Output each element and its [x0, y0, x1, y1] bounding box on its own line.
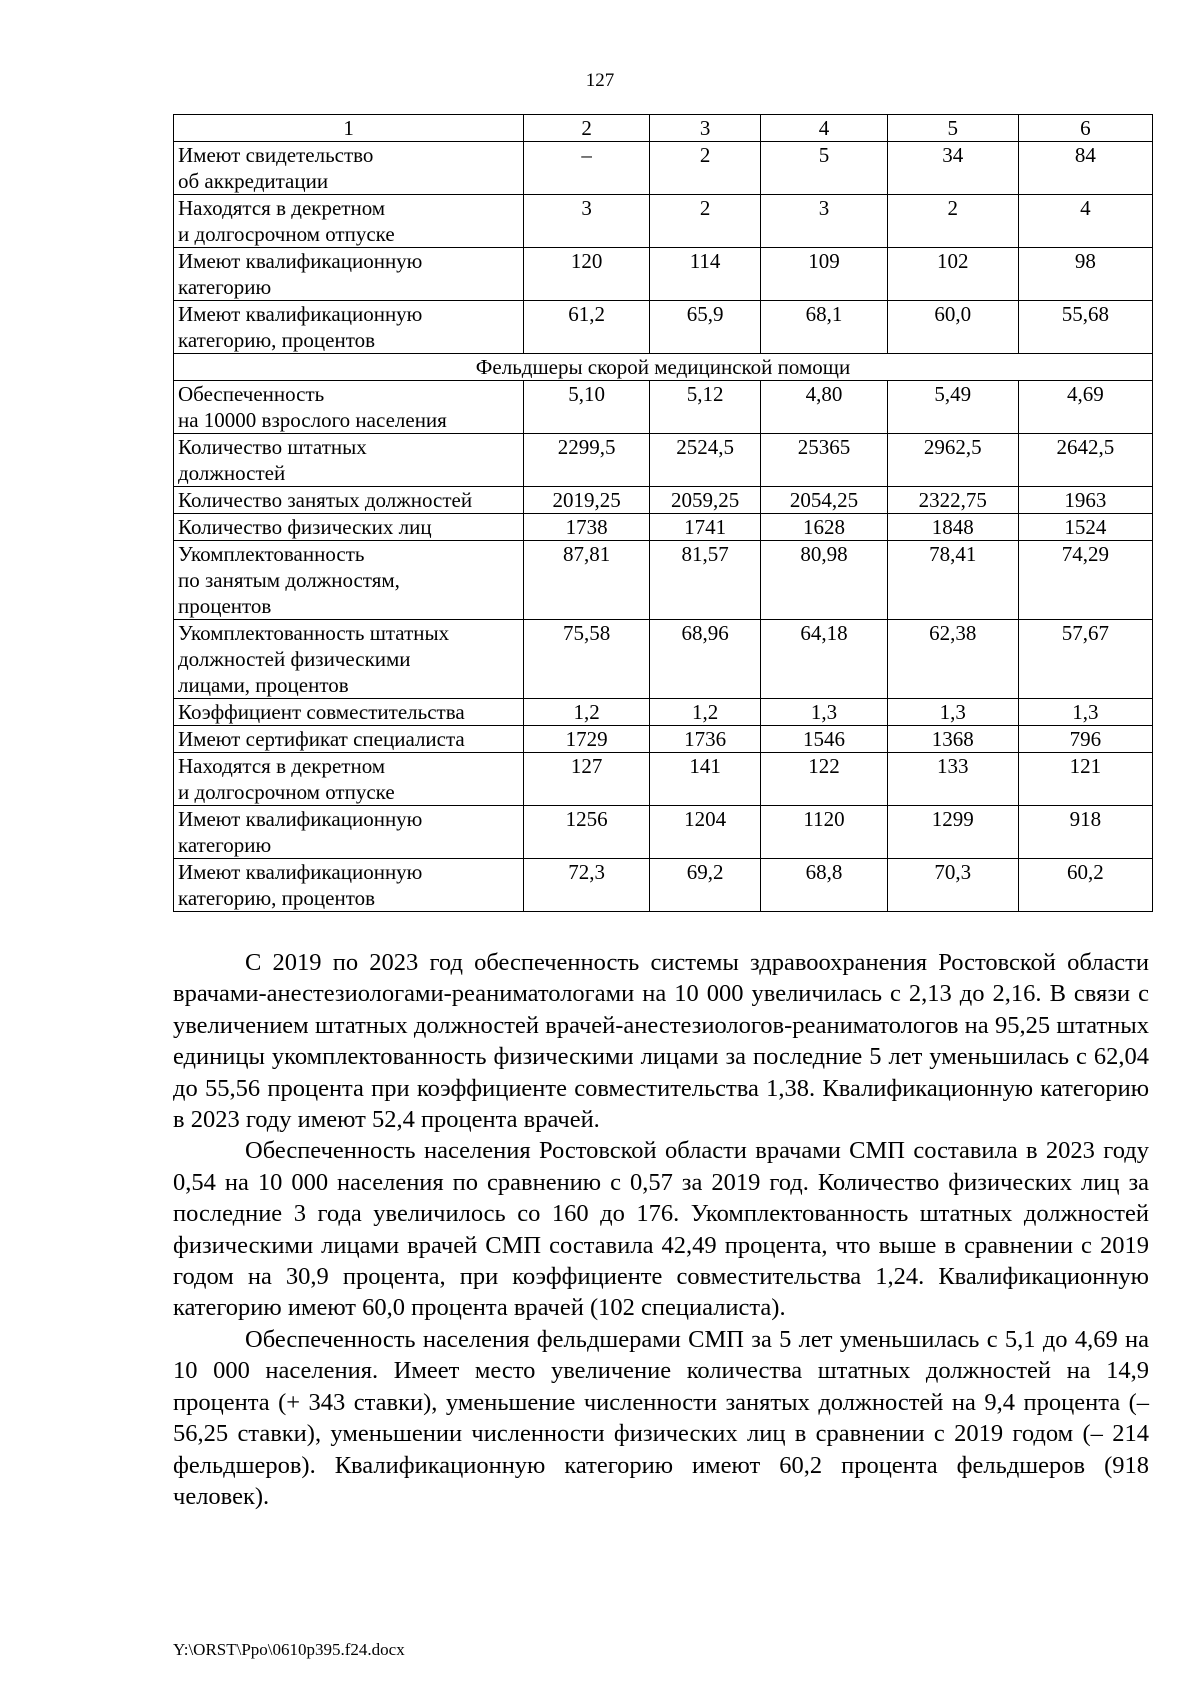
- table-row: [174, 806, 1153, 859]
- row-value: 5,12: [650, 381, 761, 434]
- row-label: Количество занятых должностей: [174, 487, 524, 514]
- row-label: Имеют сертификат специалиста: [174, 726, 524, 753]
- row-value: 74,29: [1018, 541, 1152, 620]
- row-value: 68,96: [650, 620, 761, 699]
- row-value: 1299: [887, 806, 1018, 859]
- row-label: Укомплектованность по занятым должностям, процентов: [174, 541, 524, 620]
- row-value: 122: [761, 753, 888, 806]
- row-label: Имеют квалификационную категорию, процентов: [174, 859, 524, 912]
- row-value: 133: [887, 753, 1018, 806]
- column-header: 2: [524, 115, 650, 142]
- row-value: 2: [887, 195, 1018, 248]
- row-value: 4,80: [761, 381, 888, 434]
- row-value: 1368: [887, 726, 1018, 753]
- row-value: 1738: [524, 514, 650, 541]
- column-header: 5: [887, 115, 1018, 142]
- row-label: Количество штатных должностей: [174, 434, 524, 487]
- row-value: 87,81: [524, 541, 650, 620]
- row-label: Имеют квалификационную категорию, процентов: [174, 301, 524, 354]
- row-value: 1963: [1018, 487, 1152, 514]
- row-value: 1736: [650, 726, 761, 753]
- row-value: 5,10: [524, 381, 650, 434]
- row-value: 2962,5: [887, 434, 1018, 487]
- row-value: 57,67: [1018, 620, 1152, 699]
- row-value: 1,3: [1018, 699, 1152, 726]
- table-row: [174, 514, 1153, 541]
- column-header: 6: [1018, 115, 1152, 142]
- row-value: 1524: [1018, 514, 1152, 541]
- row-value: –: [524, 142, 650, 195]
- row-value: 2299,5: [524, 434, 650, 487]
- table-row: [174, 541, 1153, 620]
- row-value: 1,2: [524, 699, 650, 726]
- row-value: 5: [761, 142, 888, 195]
- table-row: [174, 859, 1153, 912]
- row-value: 34: [887, 142, 1018, 195]
- table-row: [174, 195, 1153, 248]
- row-value: 2642,5: [1018, 434, 1152, 487]
- row-value: 60,0: [887, 301, 1018, 354]
- row-value: 1848: [887, 514, 1018, 541]
- row-value: 1,2: [650, 699, 761, 726]
- row-value: 4: [1018, 195, 1152, 248]
- row-label: Имеют квалификационную категорию: [174, 806, 524, 859]
- row-value: 68,8: [761, 859, 888, 912]
- section-title: Фельдшеры скорой медицинской помощи: [174, 354, 1153, 381]
- table-row: [174, 726, 1153, 753]
- row-label: Находятся в декретном и долгосрочном отпуске: [174, 753, 524, 806]
- row-value: 120: [524, 248, 650, 301]
- table-header-row: [174, 115, 1153, 142]
- row-value: 81,57: [650, 541, 761, 620]
- table-row: [174, 248, 1153, 301]
- row-value: 1741: [650, 514, 761, 541]
- row-value: 141: [650, 753, 761, 806]
- paragraph-emergency-doctors: Обеспеченность населения Ростовской области врачами СМП составила в 2023 году 0,54 на 10 000 населения по сравнению с 0,57 за 2019 год. Количество физических лиц за последние 3 года увеличилось со 160 до 176. Укомплектованность штатных должностей физическими лицами врачей СМП составила 42,49 процента, что выше в сравнении с 2019 годом на 30,9 процента, при коэффициенте совместительства 1,24. Квалификационную категорию имеют 60,0 процента врачей (102 специалиста).: [173, 1137, 1149, 1322]
- row-value: 1204: [650, 806, 761, 859]
- row-value: 1628: [761, 514, 888, 541]
- row-value: 2524,5: [650, 434, 761, 487]
- row-label: Имеют квалификационную категорию: [174, 248, 524, 301]
- row-value: 75,58: [524, 620, 650, 699]
- row-value: 918: [1018, 806, 1152, 859]
- row-label: Имеют свидетельство об аккредитации: [174, 142, 524, 195]
- row-label: Обеспеченность на 10000 взрослого населения: [174, 381, 524, 434]
- row-value: 60,2: [1018, 859, 1152, 912]
- row-label: Находятся в декретном и долгосрочном отпуске: [174, 195, 524, 248]
- row-value: 69,2: [650, 859, 761, 912]
- paragraph-anesthesiologists: С 2019 по 2023 год обеспеченность системы здравоохранения Ростовской области врачами-анестезиологами-реаниматологами на 10 000 увеличилась с 2,13 до 2,16. В связи с увеличением штатных должностей врачей-анестезиологов-реаниматологов на 95,25 штатных единицы укомплектованность физическими лицами за последние 5 лет уменьшилась с 62,04 до 55,56 процента при коэффициенте совместительства 1,38. Квалификационную категорию в 2023 году имеют 52,4 процента врачей.: [173, 949, 1149, 1134]
- row-value: 1256: [524, 806, 650, 859]
- row-value: 127: [524, 753, 650, 806]
- page-number: 127: [585, 70, 615, 91]
- row-value: 1546: [761, 726, 888, 753]
- table-row: [174, 699, 1153, 726]
- row-value: 2322,75: [887, 487, 1018, 514]
- row-value: 61,2: [524, 301, 650, 354]
- row-value: 72,3: [524, 859, 650, 912]
- row-value: 114: [650, 248, 761, 301]
- row-value: 78,41: [887, 541, 1018, 620]
- row-value: 2059,25: [650, 487, 761, 514]
- statistics-table: [173, 114, 1153, 912]
- row-label: Количество физических лиц: [174, 514, 524, 541]
- column-header: 3: [650, 115, 761, 142]
- row-value: 3: [761, 195, 888, 248]
- row-value: 25365: [761, 434, 888, 487]
- table-row: [174, 381, 1153, 434]
- body-text: [173, 947, 1149, 1512]
- row-label: Укомплектованность штатных должностей физическими лицами, процентов: [174, 620, 524, 699]
- table-body: [174, 115, 1153, 912]
- row-value: 3: [524, 195, 650, 248]
- section-row: [174, 354, 1153, 381]
- row-value: 2: [650, 195, 761, 248]
- table-row: [174, 620, 1153, 699]
- row-value: 2: [650, 142, 761, 195]
- table-row: [174, 434, 1153, 487]
- table-row: [174, 487, 1153, 514]
- row-value: 84: [1018, 142, 1152, 195]
- row-value: 1120: [761, 806, 888, 859]
- row-value: 1,3: [887, 699, 1018, 726]
- table-row: [174, 142, 1153, 195]
- column-header: 4: [761, 115, 888, 142]
- row-value: 1,3: [761, 699, 888, 726]
- row-value: 62,38: [887, 620, 1018, 699]
- row-value: 4,69: [1018, 381, 1152, 434]
- row-label: Коэффициент совместительства: [174, 699, 524, 726]
- row-value: 102: [887, 248, 1018, 301]
- row-value: 64,18: [761, 620, 888, 699]
- table-row: [174, 301, 1153, 354]
- row-value: 121: [1018, 753, 1152, 806]
- row-value: 68,1: [761, 301, 888, 354]
- row-value: 109: [761, 248, 888, 301]
- row-value: 65,9: [650, 301, 761, 354]
- footer-file-path: Y:\ORST\Ppo\0610p395.f24.docx: [173, 1640, 405, 1659]
- row-value: 2019,25: [524, 487, 650, 514]
- row-value: 796: [1018, 726, 1152, 753]
- row-value: 55,68: [1018, 301, 1152, 354]
- paragraph-paramedics: Обеспеченность населения фельдшерами СМП за 5 лет уменьшилась с 5,1 до 4,69 на 10 000 населения. Имеет место увеличение количества штатных должностей на 14,9 процента (+ 343 ставки), уменьшение численности занятых должностей на 9,4 процента (– 56,25 ставки), уменьшении численности физических лиц в сравнении с 2019 годом (– 214 фельдшеров). Квалификационную категорию имеют 60,2 процента фельдшеров (918 человек).: [173, 1325, 1149, 1510]
- column-header: 1: [174, 115, 524, 142]
- row-value: 5,49: [887, 381, 1018, 434]
- row-value: 1729: [524, 726, 650, 753]
- row-value: 98: [1018, 248, 1152, 301]
- row-value: 70,3: [887, 859, 1018, 912]
- row-value: 2054,25: [761, 487, 888, 514]
- table-row: [174, 753, 1153, 806]
- row-value: 80,98: [761, 541, 888, 620]
